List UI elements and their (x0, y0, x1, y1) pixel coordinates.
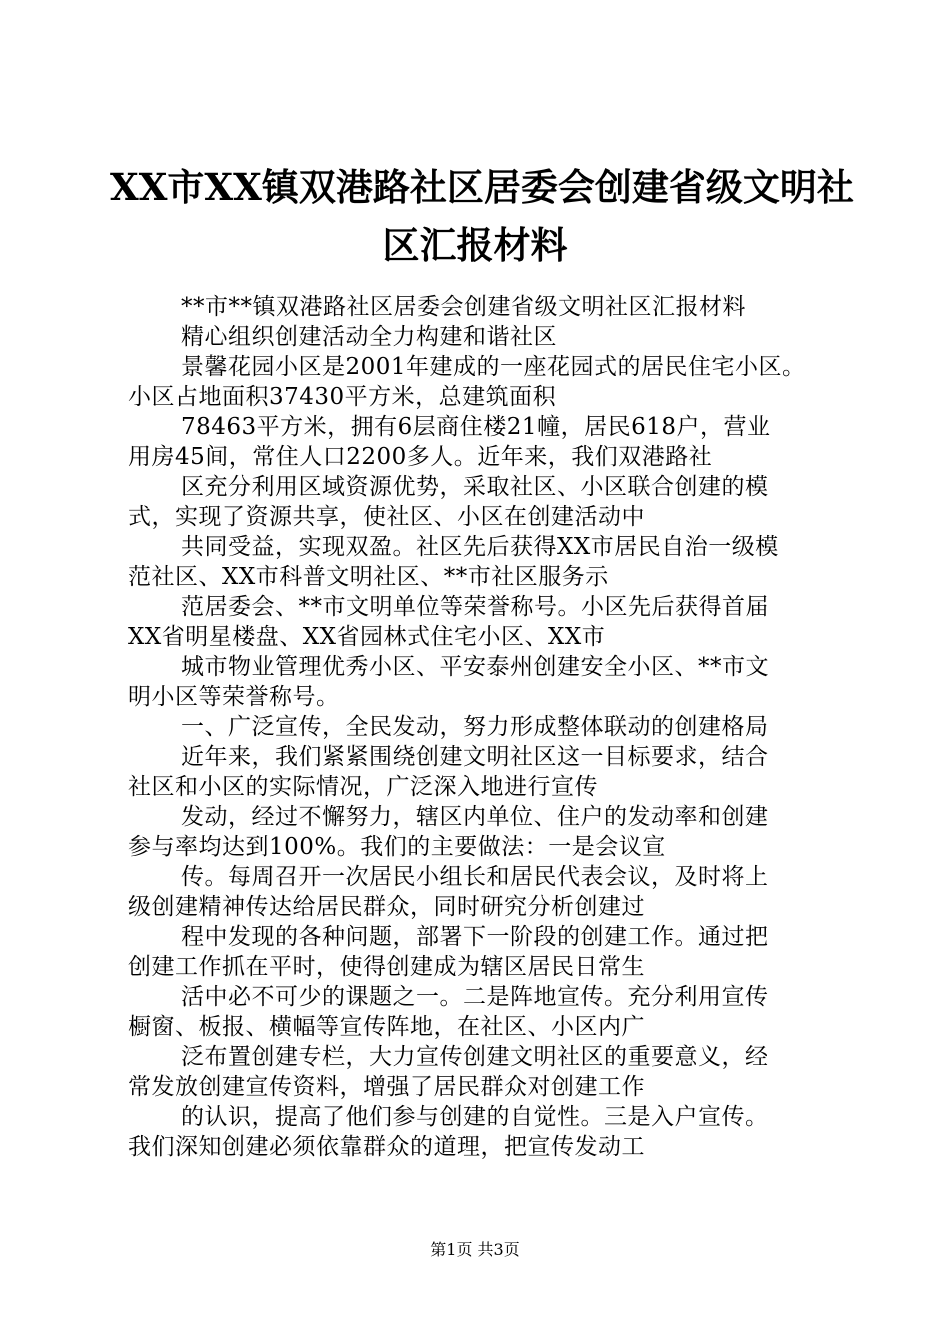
section-heading: 一、广泛宣传，全民发动，努力形成整体联动的创建格局 (181, 714, 769, 740)
body-line: 创建工作抓在平时，使得创建成为辖区居民日常生 (128, 954, 645, 980)
body-line: 城市物业管理优秀小区、平安泰州创建安全小区、**市文 (181, 654, 769, 680)
body-line: 区充分利用区域资源优势，采取社区、小区联合创建的模 (181, 474, 769, 500)
body-line: 橱窗、板报、横幅等宣传阵地，在社区、小区内广 (128, 1014, 645, 1040)
body-line: XX省明星楼盘、XX省园林式住宅小区、XX市 (128, 624, 606, 650)
body-line: 参与率均达到100%。我们的主要做法：一是会议宣 (128, 834, 666, 860)
body-line: 78463平方米，拥有6层商住楼21幢，居民618户，营业 (181, 414, 771, 440)
body-line: 范居委会、**市文明单位等荣誉称号。小区先后获得首届 (181, 594, 769, 620)
body-line: 发动，经过不懈努力，辖区内单位、住户的发动率和创建 (181, 804, 769, 830)
title-line-2: 区汇报材料 (382, 223, 568, 267)
body-line: 级创建精神传达给居民群众，同时研究分析创建过 (128, 894, 645, 920)
body-line: 我们深知创建必须依靠群众的道理，把宣传发动工 (128, 1134, 645, 1160)
page-footer (0, 1240, 950, 1260)
body-line: 范社区、XX市科普文明社区、**市社区服务示 (128, 564, 609, 590)
body-line: 社区和小区的实际情况，广泛深入地进行宣传 (128, 774, 598, 800)
body-line: 精心组织创建活动全力构建和谐社区 (181, 324, 557, 350)
body-line: 活中必不可少的课题之一。二是阵地宣传。充分利用宣传 (181, 984, 769, 1010)
body-line: 常发放创建宣传资料，增强了居民群众对创建工作 (128, 1074, 645, 1100)
body-line: 传。每周召开一次居民小组长和居民代表会议，及时将上 (181, 864, 769, 890)
body-line: 景馨花园小区是2001年建成的一座花园式的居民住宅小区。 (181, 354, 806, 380)
body-line: **市**镇双港路社区居委会创建省级文明社区汇报材料 (181, 294, 746, 320)
body-line: 小区占地面积37430平方米，总建筑面积 (128, 384, 557, 410)
document-title (110, 158, 854, 274)
body-line: 程中发现的各种问题，部署下一阶段的创建工作。通过把 (181, 924, 769, 950)
body-line: 近年来，我们紧紧围绕创建文明社区这一目标要求，结合 (181, 744, 769, 770)
body-line: 的认识，提高了他们参与创建的自觉性。三是入户宣传。 (181, 1104, 769, 1130)
body-line: 共同受益，实现双盈。社区先后获得XX市居民自治一级模 (181, 534, 779, 560)
title-line-1: XX市XX镇双港路社区居委会创建省级文明社 (110, 165, 854, 209)
body-line: 泛布置创建专栏，大力宣传创建文明社区的重要意义，经 (181, 1044, 769, 1070)
document-body (128, 292, 833, 1162)
body-line: 式，实现了资源共享，使社区、小区在创建活动中 (128, 504, 645, 530)
page-number-label: 第1页 共3页 (430, 1240, 520, 1259)
body-line: 用房45间，常住人口2200多人。近年来，我们双港路社 (128, 444, 713, 470)
body-line: 明小区等荣誉称号。 (128, 684, 340, 710)
